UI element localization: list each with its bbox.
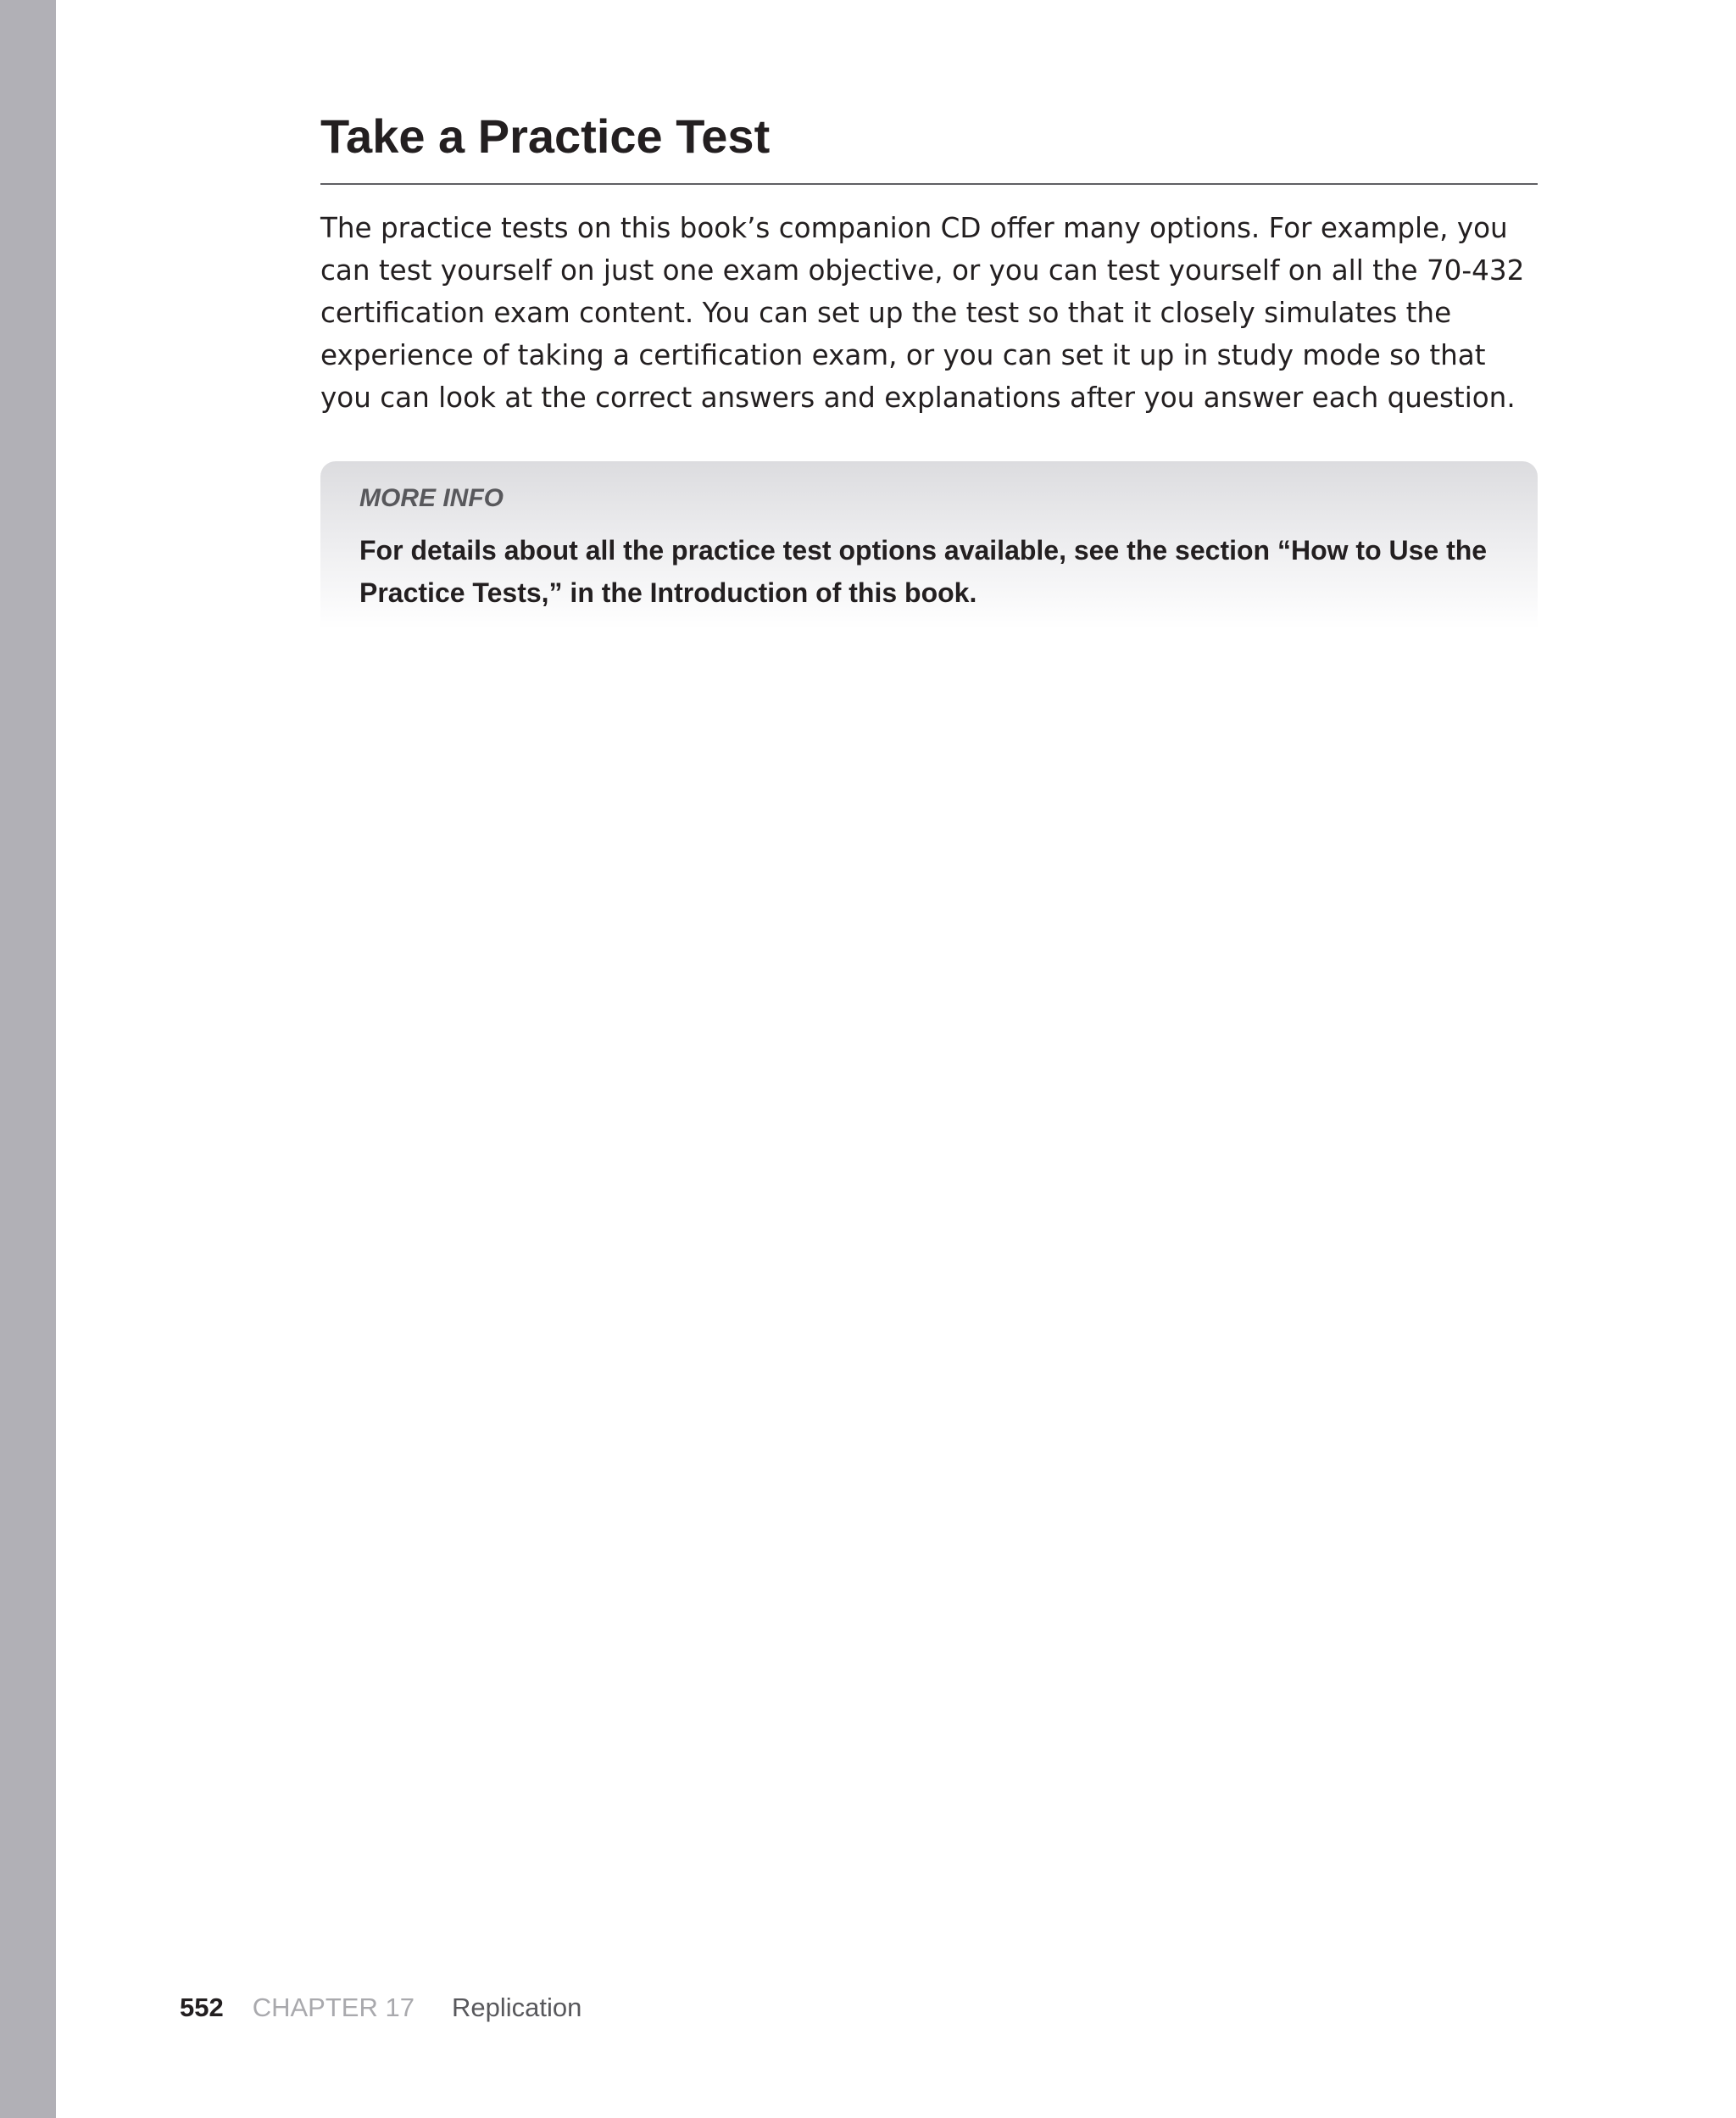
- page-edge-strip: [0, 0, 56, 2118]
- page-number: 552: [180, 1993, 224, 2022]
- chapter-name: Replication: [451, 1993, 582, 2022]
- more-info-text: For details about all the practice test options available, see the section “How to Use the Practice Tests,” in the Introduction of this book.: [359, 535, 1488, 608]
- more-info-label: MORE INFO: [359, 484, 504, 512]
- section-body-paragraph: The practice tests on this book’s companion CD offer many options. For example, you can test yourself on just one exam objective, or you can test yourself on all the 70-432 certification exam content. You can set up the test so that it closely simulates the experience of taking a certification exam, or you can set it up in study mode so that you can look at the correct answers and explanations after you answer each question.: [320, 212, 1525, 414]
- section-title: Take a Practice Test: [320, 103, 1538, 185]
- more-info-box: [320, 461, 1538, 629]
- chapter-label: CHAPTER 17: [252, 1993, 415, 2022]
- page-footer: [180, 1989, 581, 2026]
- page-content: [320, 103, 1538, 629]
